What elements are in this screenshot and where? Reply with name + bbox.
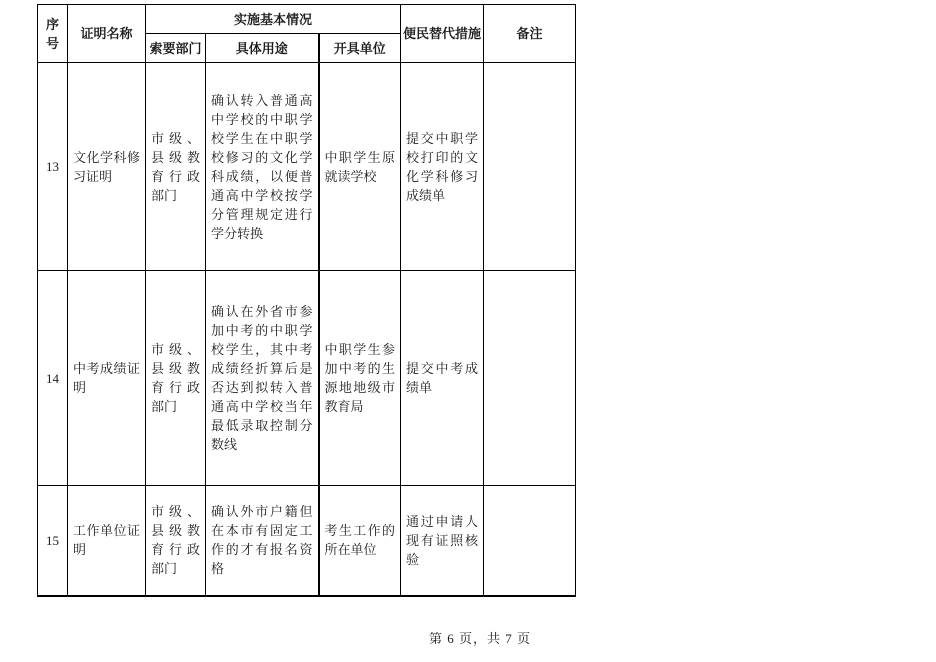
table-row (38, 271, 576, 486)
cell-serial: 14 (38, 271, 68, 486)
cell-issuing-unit: 中职学生参加中考的生源地地级市教育局 (319, 271, 401, 486)
cell-requesting-department: 市级、县级教育行政部门 (146, 486, 206, 596)
cell-alternative-measures: 通过申请人现有证照核验 (401, 486, 484, 596)
cell-issuing-unit: 考生工作的所在单位 (319, 486, 401, 596)
cell-alternative-measures: 提交中考成绩单 (401, 271, 484, 486)
header-remarks: 备注 (484, 5, 576, 63)
cell-alternative-measures: 提交中职学校打印的文化学科修习成绩单 (401, 63, 484, 271)
cell-issuing-unit: 中职学生原就读学校 (319, 63, 401, 271)
cell-remarks (484, 63, 576, 271)
header-implementation-group: 实施基本情况 (146, 5, 401, 34)
header-serial: 序号 (38, 5, 68, 63)
cell-specific-purpose: 确认在外省市参加中考的中职学校学生，其中考成绩经折算后是否达到拟转入普通高中学校当年最低录取控制分数线 (206, 271, 319, 486)
header-alternative-measures: 便民替代措施 (401, 5, 484, 63)
header-certificate-name: 证明名称 (68, 5, 146, 63)
table-header-row-1 (38, 5, 576, 34)
cell-serial: 13 (38, 63, 68, 271)
header-requesting-department: 索要部门 (146, 34, 206, 63)
header-specific-purpose: 具体用途 (206, 34, 319, 63)
cell-remarks (484, 271, 576, 486)
cell-certificate-name: 工作单位证明 (68, 486, 146, 596)
table-row (38, 63, 576, 271)
certificates-table (37, 4, 576, 597)
cell-requesting-department: 市级、县级教育行政部门 (146, 271, 206, 486)
cell-certificate-name: 文化学科修习证明 (68, 63, 146, 271)
cell-specific-purpose: 确认转入普通高中学校的中职学校学生在中职学校修习的文化学科成绩，以便普通高中学校按学分管理规定进行学分转换 (206, 63, 319, 271)
page-number-footer: 第 6 页，共 7 页 (428, 631, 531, 646)
cell-serial: 15 (38, 486, 68, 596)
table-row (38, 486, 576, 596)
cell-requesting-department: 市级、县级教育行政部门 (146, 63, 206, 271)
cell-remarks (484, 486, 576, 596)
cell-specific-purpose: 确认外市户籍但在本市有固定工作的才有报名资格 (206, 486, 319, 596)
cell-certificate-name: 中考成绩证明 (68, 271, 146, 486)
header-issuing-unit: 开具单位 (319, 34, 401, 63)
